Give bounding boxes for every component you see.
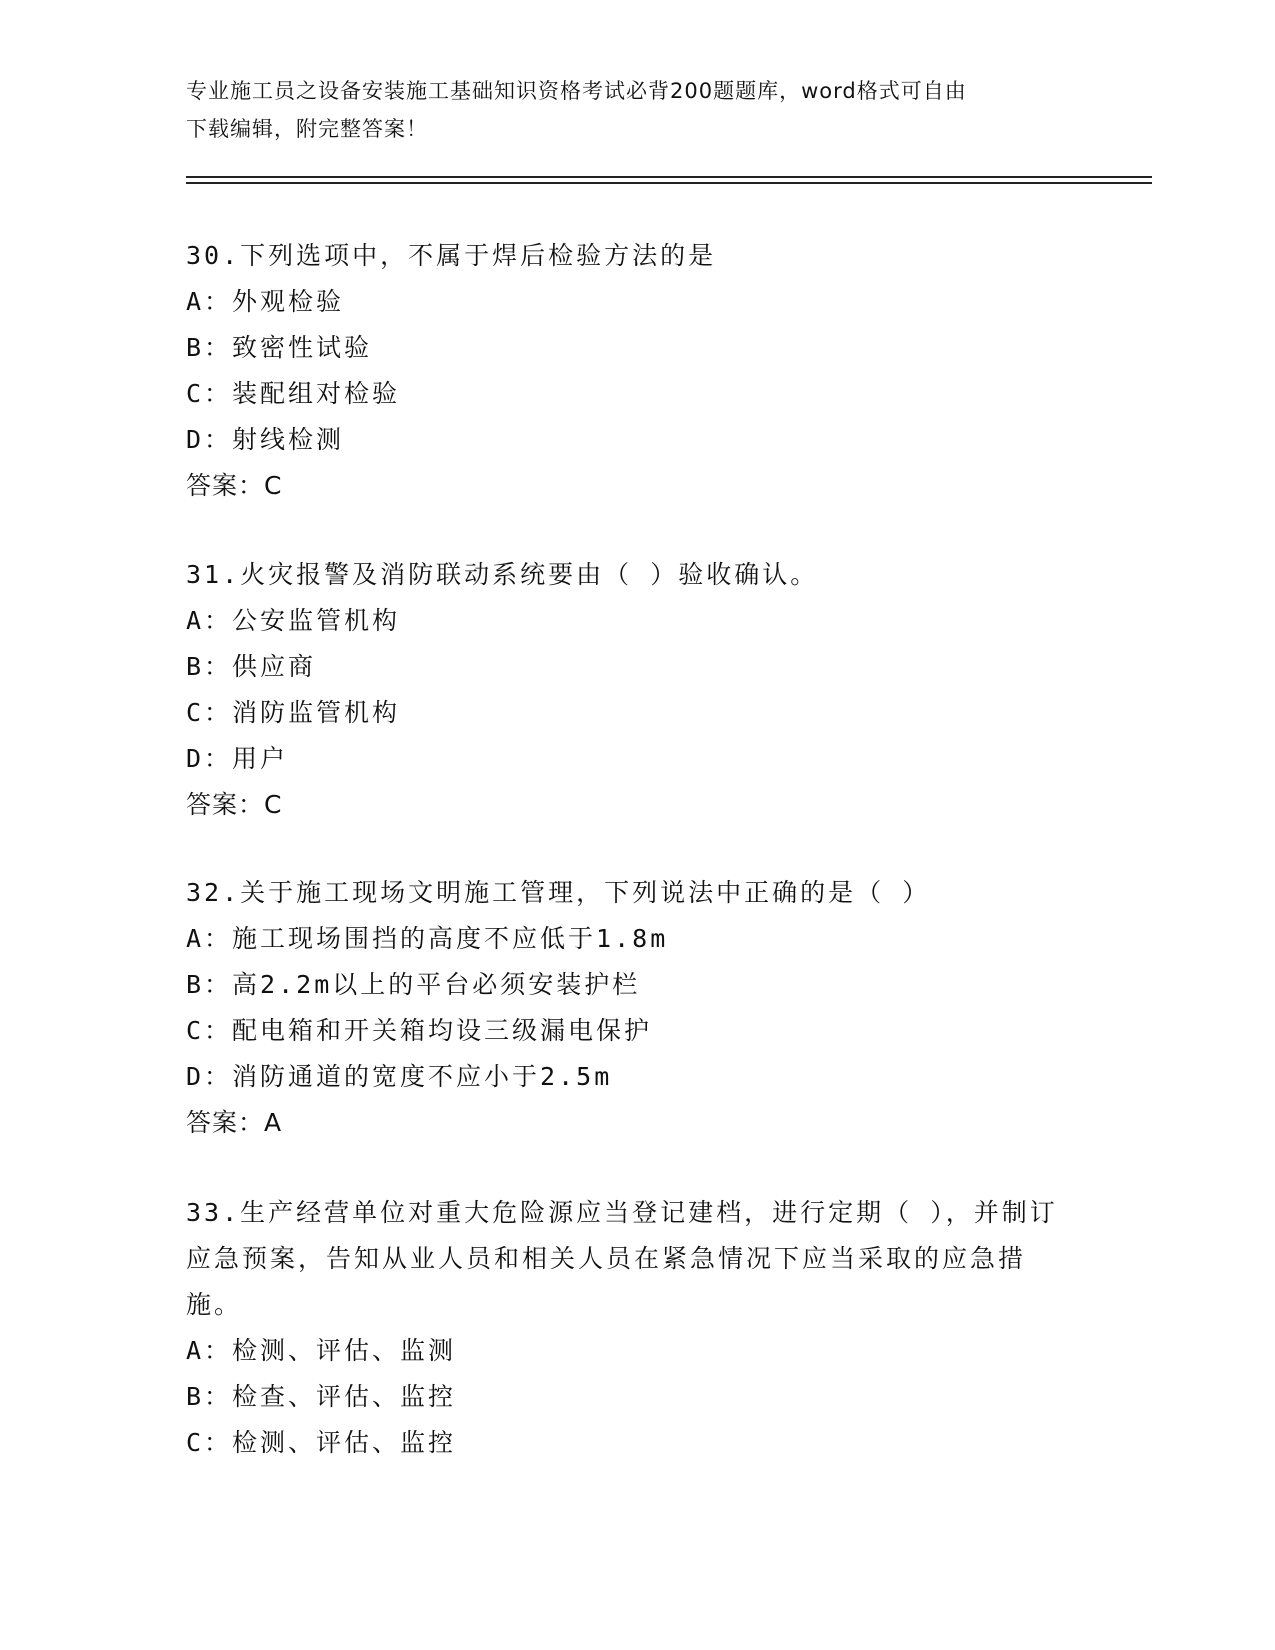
- answer-line: 答案：C: [186, 471, 283, 500]
- option-b: B：致密性试验: [186, 333, 373, 362]
- question-block-30: [186, 233, 1066, 509]
- question-block-31: [186, 552, 1066, 828]
- option-b: B：高2.2m以上的平台必须安装护栏: [186, 970, 641, 999]
- option-b: B：检查、评估、监控: [186, 1382, 457, 1411]
- option-d: D：用户: [186, 744, 289, 773]
- option-a: A：公安监管机构: [186, 606, 401, 635]
- option-c: C：配电箱和开关箱均设三级漏电保护: [186, 1016, 653, 1045]
- header-divider-top: [186, 176, 1152, 178]
- option-a: A：外观检验: [186, 287, 345, 316]
- answer-line: 答案：C: [186, 790, 283, 819]
- question-text: 33.生产经营单位对重大危险源应当登记建档，进行定期（ ），并制订应急预案，告知从业人员和相关人员在紧急情况下应当采取的应急措施。: [186, 1198, 1058, 1319]
- question-text: 30.下列选项中，不属于焊后检验方法的是: [186, 241, 717, 270]
- question-text: 31.火灾报警及消防联动系统要由（ ）验收确认。: [186, 560, 819, 589]
- document-header: [186, 72, 1066, 148]
- option-a: A：施工现场围挡的高度不应低于1.8m: [186, 924, 669, 953]
- option-d: D：消防通道的宽度不应小于2.5m: [186, 1062, 613, 1091]
- header-line-1: 专业施工员之设备安装施工基础知识资格考试必背200题题库，word格式可自由: [186, 79, 967, 103]
- question-block-32: [186, 870, 1066, 1146]
- option-d: D：射线检测: [186, 425, 345, 454]
- option-c: C：消防监管机构: [186, 698, 401, 727]
- option-b: B：供应商: [186, 652, 317, 681]
- header-divider-bottom: [186, 182, 1152, 184]
- option-a: A：检测、评估、监测: [186, 1336, 457, 1365]
- option-c: C：装配组对检验: [186, 379, 401, 408]
- question-block-33: [186, 1190, 1066, 1466]
- header-line-2: 下载编辑，附完整答案！: [186, 117, 428, 141]
- option-c: C：检测、评估、监控: [186, 1428, 457, 1457]
- question-text: 32.关于施工现场文明施工管理，下列说法中正确的是（ ）: [186, 878, 931, 907]
- answer-line: 答案：A: [186, 1108, 283, 1137]
